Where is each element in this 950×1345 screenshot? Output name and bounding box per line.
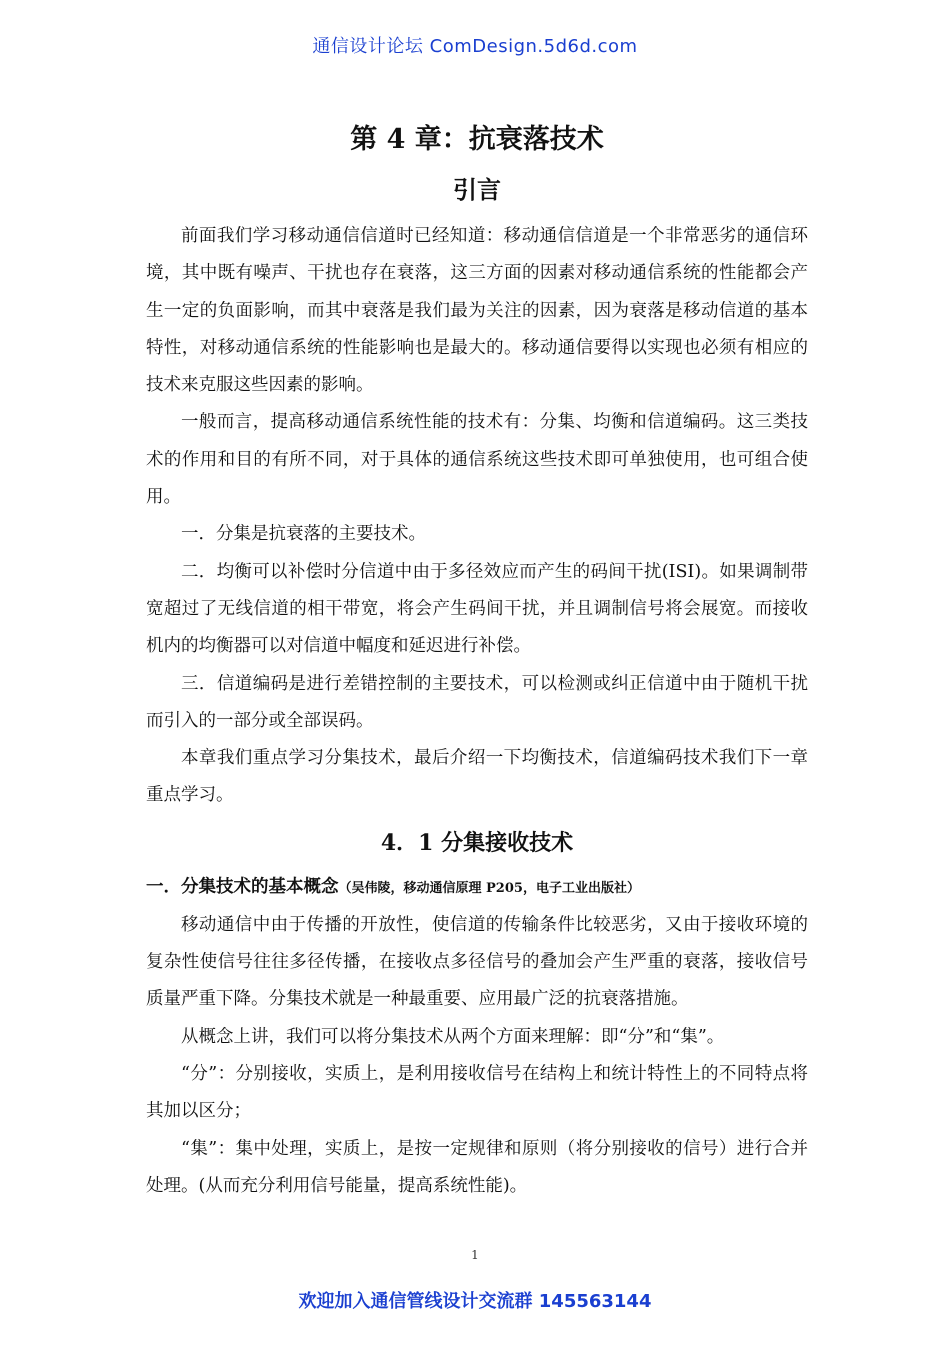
footer-banner: 欢迎加入通信管线设计交流群 145563144 [298,1291,652,1312]
intro-paragraph: 三．信道编码是进行差错控制的主要技术，可以检测或纠正信道中由于随机干扰而引入的一部分或全部误码。 [146,673,808,731]
intro-paragraph: 一．分集是抗衰落的主要技术。 [181,524,426,545]
section-paragraph: “集”：集中处理，实质上，是按一定规律和原则（将分别接收的信号）进行合并处理。(从而充分利用信号能量，提高系统性能)。 [146,1138,808,1196]
section-title: 4．1 分集接收技术 [380,829,574,856]
intro-title: 引言 [453,176,501,204]
section-paragraph: “分”：分别接收，实质上，是利用接收信号在结构上和统计特性上的不同特点将其加以区分； [146,1063,808,1122]
subsection-title: 一．分集技术的基本概念 [146,876,339,897]
subsection-source: （吴伟陵，移动通信原理 P205，电子工业出版社） [338,880,640,896]
subsection-heading [146,869,808,907]
chapter-title: 第 4 章：抗衰落技术 [350,124,604,155]
intro-paragraph: 一般而言，提高移动通信系统性能的技术有：分集、均衡和信道编码。这三类技术的作用和目的有所不同，对于具体的通信系统这些技术即可单独使用，也可组合使用。 [146,412,808,508]
section-paragraph: 移动通信中由于传播的开放性，使信道的传输条件比较恶劣，又由于接收环境的复杂性使信号往往多径传播，在接收点多径信号的叠加会产生严重的衰落，接收信号质量严重下降。分集技术就是一种最重要、应用最广泛的抗衰落措施。 [146,914,808,1010]
intro-paragraph: 本章我们重点学习分集技术，最后介绍一下均衡技术，信道编码技术我们下一章重点学习。 [146,748,808,806]
intro-paragraph: 二．均衡可以补偿时分信道中由于多径效应而产生的码间干扰(ISI)。如果调制带宽超过了无线信道的相干带宽，将会产生码间干扰，并且调制信号将会展宽。而接收机内的均衡器可以对信道中幅度和延迟进行补偿。 [146,561,808,657]
intro-paragraph: 前面我们学习移动通信信道时已经知道：移动通信信道是一个非常恶劣的通信环境，其中既有噪声、干扰也存在衰落，这三方面的因素对移动通信系统的性能都会产生一定的负面影响，而其中衰落是我们最为关注的因素，因为衰落是移动信道的基本特性，对移动通信系统的性能影响也是最大的。移动通信要得以实现也必须有相应的技术来克服这些因素的影响。 [146,226,808,396]
header-banner: 通信设计论坛 ComDesign.5d6d.com [312,36,638,57]
document-page [146,118,808,1205]
section-paragraph: 从概念上讲，我们可以将分集技术从两个方面来理解：即“分”和“集”。 [181,1026,725,1047]
page-number: 1 [471,1248,479,1262]
